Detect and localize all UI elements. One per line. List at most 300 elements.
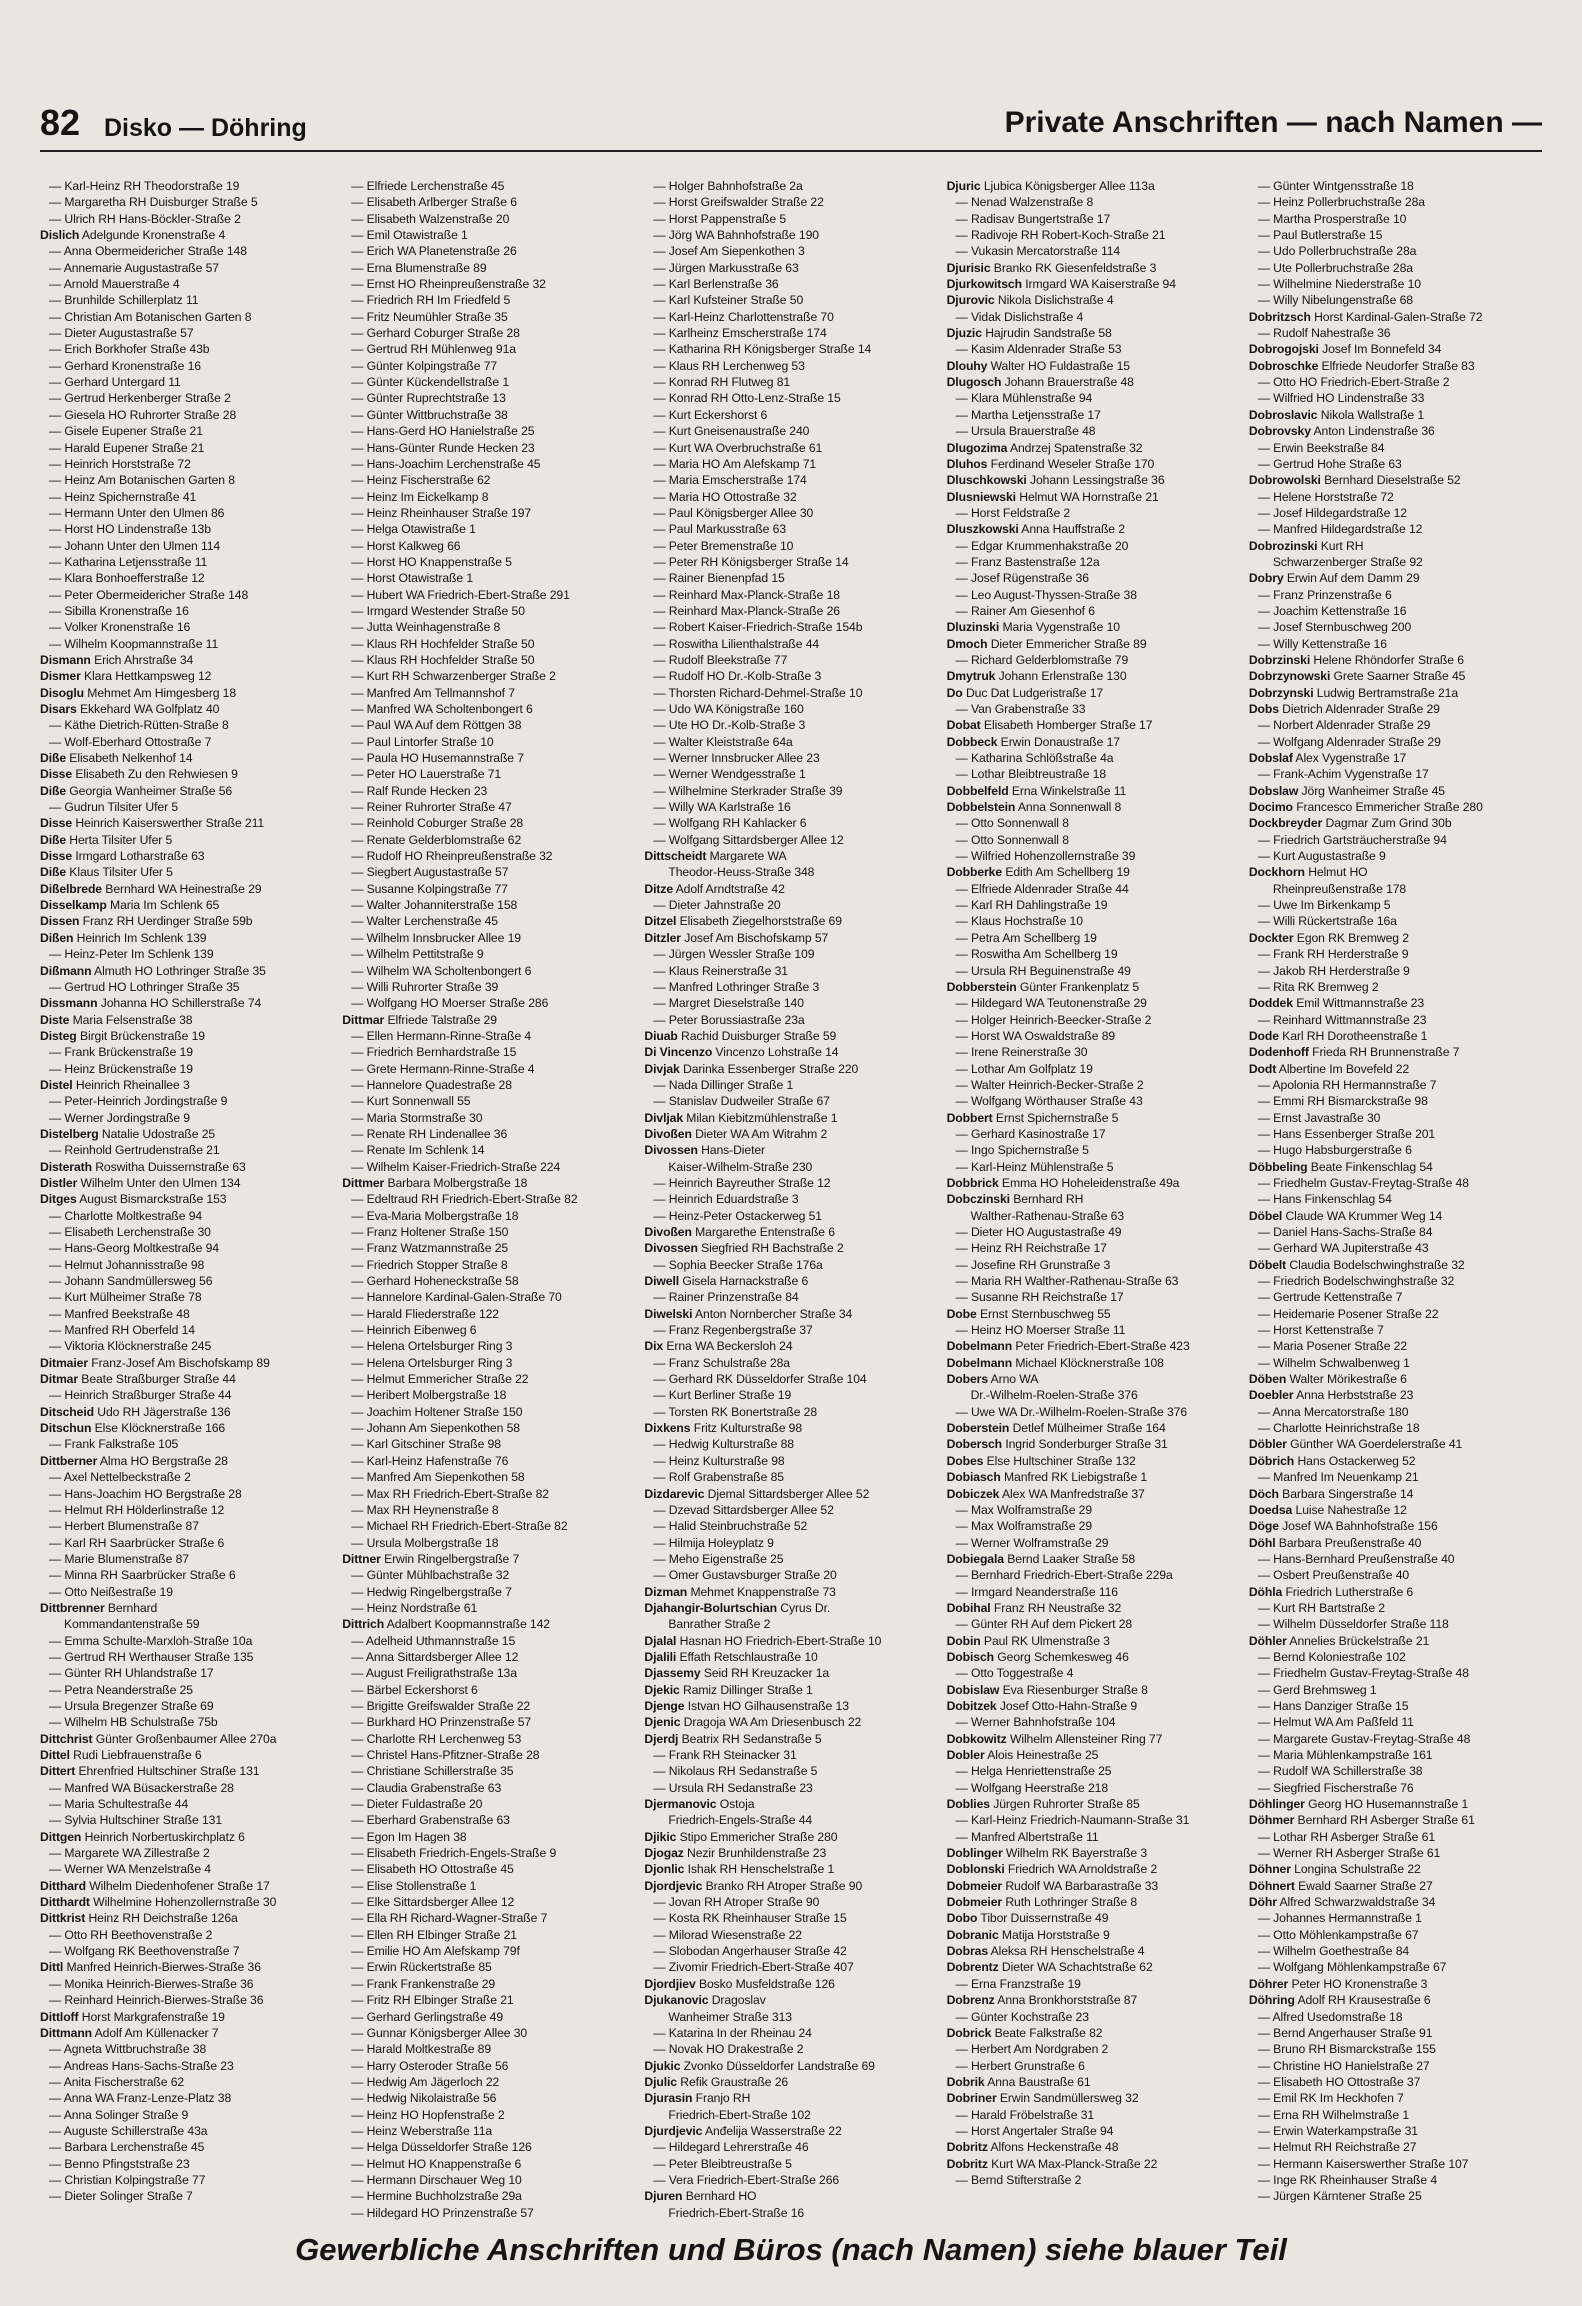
directory-entry: — Christian Am Botanischen Garten 8 <box>49 309 252 324</box>
directory-entry: — Radisav Bungertstraße 17 <box>955 211 1111 226</box>
directory-entry: — Karl Gitschiner Straße 98 <box>351 1437 501 1452</box>
directory-entry: Ditzel Elisabeth Ziegelhorststraße 69 <box>644 914 842 929</box>
directory-entry: — Klaus Reinerstraße 31 <box>653 963 788 978</box>
directory-entry: — Hedwig Am Jägerloch 22 <box>351 2074 500 2089</box>
directory-entry: — Anna WA Franz-Lenze-Platz 38 <box>49 2091 232 2106</box>
directory-entry: — Bärbel Eckershorst 6 <box>351 1682 478 1697</box>
directory-entry: Dluszkowski Anna Hauffstraße 2 <box>946 522 1125 537</box>
directory-entry: — Halid Steinbruchstraße 52 <box>653 1519 808 1534</box>
directory-entry: — Otto Toggestraße 4 <box>955 1666 1074 1681</box>
directory-entry: Dluschkowski Johann Lessingstraße 36 <box>946 473 1165 488</box>
directory-entry: — Josef Rügenstraße 36 <box>955 571 1089 586</box>
directory-entry: Banrather Straße 2 <box>668 1617 771 1632</box>
column-2 <box>342 178 638 2220</box>
directory-entry: Dißmann Almuth HO Lothringer Straße 35 <box>40 963 266 978</box>
directory-entry: Djurisic Branko RK Giesenfeldstraße 3 <box>946 260 1157 275</box>
directory-entry: — Gerhard Hoheneckstraße 58 <box>351 1274 519 1289</box>
directory-entry: — Dieter Solinger Straße 7 <box>49 2189 193 2204</box>
directory-entry: — Charlotte Heinrichstraße 18 <box>1257 1421 1420 1436</box>
column-1 <box>40 178 336 2208</box>
directory-entry: — Herbert Am Nordgraben 2 <box>955 2042 1109 2057</box>
directory-entry: — Hildegard Lehrerstraße 46 <box>653 2140 809 2155</box>
directory-entry: Ditthardt Wilhelmine Hohenzollernstraße 30 <box>40 1895 277 1910</box>
directory-entry: Divoßen Dieter WA Am Witrahm 2 <box>644 1126 828 1141</box>
directory-entry: Dobmeier Rudolf WA Barbarastraße 33 <box>946 1878 1159 1893</box>
directory-entry: — Klaus Hochstraße 10 <box>955 914 1083 929</box>
directory-entry: — Hermann Kaiserswerther Straße 107 <box>1257 2156 1469 2171</box>
directory-entry: Dobranic Matija Horststraße 9 <box>946 1927 1110 1942</box>
directory-entry: Dobiczek Alex WA Manfredstraße 37 <box>946 1486 1145 1501</box>
directory-entry: — Wilhelm HB Schulstraße 75b <box>49 1715 218 1730</box>
directory-entry: — Minna RH Saarbrücker Straße 6 <box>49 1568 236 1583</box>
directory-entry: Doedsa Luise Nahestraße 12 <box>1248 1502 1407 1517</box>
directory-entry: — Dzevad Sittardsberger Allee 52 <box>653 1502 834 1517</box>
directory-entry: — Rainer Bienenpfad 15 <box>653 571 785 586</box>
directory-entry: — Rudolf HO Rheinpreußenstraße 32 <box>351 849 553 864</box>
directory-entry: Djikic Stipo Emmericher Straße 280 <box>644 1829 838 1844</box>
directory-entry: — Maria Mühlenkampstraße 161 <box>1257 1748 1433 1762</box>
directory-entry: — Charlotte Moltkestraße 94 <box>49 1208 203 1223</box>
directory-entry: — Christine HO Hanielstraße 27 <box>1257 2058 1430 2073</box>
directory-entry: Dobberstein Günter Frankenplatz 5 <box>946 979 1140 994</box>
directory-entry: Dobler Alois Heinestraße 25 <box>946 1748 1099 1762</box>
directory-entry: — Heinrich Eibenweg 6 <box>351 1323 477 1338</box>
directory-entry: — Martha Letjensstraße 17 <box>955 407 1101 422</box>
directory-entry: Djenic Dragoja WA Am Driesenbusch 22 <box>644 1715 862 1730</box>
directory-entry: — Erna Blumenstraße 89 <box>351 260 487 275</box>
directory-entry: — Wilhelm Koopmannstraße 11 <box>49 636 219 651</box>
directory-entry: — Wilhelm Kaiser-Friedrich-Straße 224 <box>351 1159 561 1174</box>
directory-entry: Dittrich Adalbert Koopmannstraße 142 <box>342 1617 550 1632</box>
directory-entry: — Hannelore Kardinal-Galen-Straße 70 <box>351 1290 562 1305</box>
directory-entry: Dittert Ehrenfried Hultschiner Straße 131 <box>40 1764 260 1779</box>
directory-entry: Dobisch Georg Schemkesweg 46 <box>946 1649 1129 1664</box>
directory-entry: — Heinz Im Eickelkamp 8 <box>351 489 489 504</box>
directory-entry: — Apolonia RH Hermannstraße 7 <box>1257 1077 1437 1092</box>
directory-entry: Dittscheidt Margarete WA <box>644 849 787 864</box>
directory-entry: Disse Heinrich Kaiserswerther Straße 211 <box>40 816 265 831</box>
directory-entry: Kommandantenstraße 59 <box>64 1617 200 1632</box>
directory-entry: Döbbeling Beate Finkenschlag 54 <box>1248 1159 1433 1174</box>
directory-entry: — Wolfgang Aldenrader Straße 29 <box>1257 734 1441 749</box>
directory-entry: — Hans-Günter Runde Hecken 23 <box>351 440 535 455</box>
directory-entry: — Kurt Berliner Straße 19 <box>653 1388 792 1403</box>
directory-entry: Disselkamp Maria Im Schlenk 65 <box>40 898 220 913</box>
directory-entry: Dobslaf Alex Vygenstraße 17 <box>1248 751 1407 766</box>
directory-entry: — Walter Kleiststraße 64a <box>653 734 793 749</box>
directory-entry: — Otto Sonnenwall 8 <box>955 816 1069 831</box>
directory-entry: — Max Wolframstraße 29 <box>955 1502 1093 1517</box>
directory-entry: — Horst WA Oswaldstraße 89 <box>955 1028 1116 1043</box>
directory-entry: — Heinz Spichernstraße 41 <box>49 489 197 504</box>
directory-entry: — Wolfgang Möhlenkampstraße 67 <box>1257 1960 1447 1975</box>
directory-entry: — Maria Posener Straße 22 <box>1257 1339 1408 1354</box>
directory-entry: — Maria HO Am Alefskamp 71 <box>653 456 817 471</box>
directory-entry: Docimo Francesco Emmericher Straße 280 <box>1248 800 1483 815</box>
directory-entry: Djassemy Seid RH Kreuzacker 1a <box>644 1666 830 1681</box>
directory-entry: — Anna Solinger Straße 9 <box>49 2107 189 2122</box>
directory-entry: — Auguste Schillerstraße 43a <box>49 2123 208 2138</box>
directory-entry: — Gerhard WA Jupiterstraße 43 <box>1257 1241 1429 1256</box>
directory-entry: — Hans-Georg Moltkestraße 94 <box>49 1241 219 1256</box>
directory-entry: — Heinz-Peter Ostackerweg 51 <box>653 1208 822 1223</box>
directory-entry: — Ute Pollerbruchstraße 28a <box>1257 260 1413 275</box>
directory-entry: — Helga Otawistraße 1 <box>351 522 476 537</box>
directory-entry: Ditmaier Franz-Josef Am Bischofskamp 89 <box>40 1355 270 1370</box>
directory-entry: — Udo Pollerbruchstraße 28a <box>1257 244 1417 259</box>
directory-entry: Dobrentz Dieter WA Schachtstraße 62 <box>946 1960 1153 1975</box>
directory-entry: — Van Grabenstraße 33 <box>955 702 1086 716</box>
directory-entry: Dobin Paul RK Ulmenstraße 3 <box>946 1633 1110 1648</box>
directory-entry: — Adelheid Uthmannstraße 15 <box>351 1633 516 1648</box>
directory-entry: Divjak Darinka Essenberger Straße 220 <box>644 1061 859 1076</box>
directory-entry: — Peter Bleibtreustraße 5 <box>653 2156 792 2171</box>
directory-entry: — Helga Düsseldorfer Straße 126 <box>351 2140 532 2155</box>
directory-entry: — Maria Emscherstraße 174 <box>653 473 807 488</box>
directory-entry: — Harry Osteroder Straße 56 <box>351 2058 509 2073</box>
page-header <box>40 100 1542 152</box>
directory-entry: — Frank-Achim Vygenstraße 17 <box>1257 767 1429 782</box>
directory-entry: Dixkens Fritz Kulturstraße 98 <box>644 1421 803 1436</box>
directory-entry: — Manfred RH Oberfeld 14 <box>49 1323 195 1338</box>
directory-entry: — Jürgen Wessler Straße 109 <box>653 947 815 962</box>
directory-entry: — Hans Essenberger Straße 201 <box>1257 1126 1436 1141</box>
directory-entry: — Siegfried Fischerstraße 76 <box>1257 1780 1414 1795</box>
directory-entry: — Osbert Preußenstraße 40 <box>1257 1568 1410 1583</box>
directory-entry: — Maria Stormstraße 30 <box>351 1110 483 1125</box>
directory-entry: — Werner WA Menzelstraße 4 <box>49 1862 211 1877</box>
directory-entry: Döbel Claude WA Krummer Weg 14 <box>1248 1208 1443 1223</box>
directory-entry: — Manfred Am Tellmannshof 7 <box>351 685 515 700</box>
directory-entry: Dittbrenner Bernhard <box>40 1600 158 1615</box>
directory-entry: — Slobodan Angerhauser Straße 42 <box>653 1944 847 1959</box>
directory-entry: Dittmar Elfriede Talstraße 29 <box>342 1012 497 1027</box>
directory-entry: — Katarina In der Rheinau 24 <box>653 2025 812 2040</box>
directory-entry: Döbrich Hans Ostackerweg 52 <box>1248 1453 1416 1468</box>
directory-entry: Divoßen Margarethe Entenstraße 6 <box>644 1225 835 1239</box>
directory-entry: Rheinpreußenstraße 178 <box>1272 881 1407 896</box>
directory-entry: — Bruno RH Bismarckstraße 155 <box>1257 2042 1436 2057</box>
directory-entry: Dobroschke Elfriede Neudorfer Straße 83 <box>1248 358 1475 373</box>
directory-entry: Dittberner Alma HO Bergstraße 28 <box>40 1453 228 1468</box>
column-4 <box>947 178 1243 2208</box>
directory-entry: — Axel Nettelbeckstraße 2 <box>49 1470 191 1485</box>
directory-entry: — Kurt Sonnenwall 55 <box>351 1094 471 1109</box>
directory-entry: — Helmut Emmericher Straße 22 <box>351 1372 529 1387</box>
directory-entry: — Vidak Dislichstraße 4 <box>955 309 1084 324</box>
directory-entry: — Daniel Hans-Sachs-Straße 84 <box>1257 1225 1433 1239</box>
directory-entry: Dobbelstein Anna Sonnenwall 8 <box>946 800 1122 815</box>
directory-entry: Dittmer Barbara Molbergstraße 18 <box>342 1175 528 1190</box>
directory-entry: Döhlinger Georg HO Husemannstraße 1 <box>1248 1797 1469 1812</box>
directory-entry: Dobroslavic Nikola Wallstraße 1 <box>1248 407 1425 422</box>
directory-entry: Ditmar Beate Straßburger Straße 44 <box>40 1372 236 1387</box>
directory-entry: — Gertrud RH Werthauser Straße 135 <box>49 1649 254 1664</box>
directory-entry: — Lothar Am Golfplatz 19 <box>955 1061 1093 1076</box>
directory-entry: — Elisabeth HO Ottostraße 37 <box>1257 2074 1421 2089</box>
directory-entry: — Anna Mercatorstraße 180 <box>1257 1404 1409 1419</box>
directory-entry: Döhrer Peter HO Kronenstraße 3 <box>1248 1976 1428 1991</box>
directory-entry: — Johann Sandmüllersweg 56 <box>49 1274 213 1289</box>
directory-entry: — Brunhilde Schillerplatz 11 <box>49 293 199 308</box>
directory-entry: — Vukasin Mercatorstraße 114 <box>955 244 1121 259</box>
directory-entry: — Peter HO Lauerstraße 71 <box>351 767 502 782</box>
directory-entry: — Karl-Heinz RH Theodorstraße 19 <box>49 179 240 193</box>
directory-entry: — Jutta Weinhagenstraße 8 <box>351 620 501 635</box>
directory-entry: — Käthe Dietrich-Rütten-Straße 8 <box>49 718 229 733</box>
directory-entry: Disse Irmgard Lotharstraße 63 <box>40 849 205 864</box>
directory-entry: — Wolfgang HO Moerser Straße 286 <box>351 996 549 1011</box>
directory-entry: — Rudolf WA Schillerstraße 38 <box>1257 1764 1423 1779</box>
directory-entry: — Ernst HO Rheinpreußenstraße 32 <box>351 277 546 292</box>
directory-entry: Dobrogojski Josef Im Bonnefeld 34 <box>1248 342 1442 357</box>
directory-entry: — Frank Brückenstraße 19 <box>49 1045 193 1060</box>
directory-entry: — Emma Schulte-Marxloh-Straße 10a <box>49 1633 253 1648</box>
directory-entry: Diße Georgia Wanheimer Straße 56 <box>40 783 233 798</box>
directory-entry: — Hans-Joachim Lerchenstraße 45 <box>351 456 541 471</box>
directory-entry: — Elisabeth Arlberger Straße 6 <box>351 195 517 210</box>
directory-entry: — Margaretha RH Duisburger Straße 5 <box>49 195 258 210</box>
directory-entry: Dobmeier Ruth Lothringer Straße 8 <box>946 1895 1138 1910</box>
directory-entry: — Konrad RH Flutweg 81 <box>653 375 791 390</box>
directory-entry: — Reinhold Coburger Straße 28 <box>351 816 524 831</box>
directory-entry: Dizdarevic Djemal Sittardsberger Allee 52 <box>644 1486 870 1501</box>
directory-entry: — Wilhelm Schwalbenweg 1 <box>1257 1355 1410 1370</box>
directory-entry: Djukic Zvonko Düsseldorfer Landstraße 69 <box>644 2058 875 2073</box>
directory-entry: Theodor-Heuss-Straße 348 <box>668 865 815 880</box>
directory-entry: — Peter Obermeidericher Straße 148 <box>49 587 249 602</box>
directory-entry: — Torsten RK Bonertstraße 28 <box>653 1404 818 1419</box>
directory-entry: Diße Herta Tilsiter Ufer 5 <box>40 832 173 847</box>
directory-entry: — Rainer Prinzenstraße 84 <box>653 1290 799 1305</box>
directory-entry: — Stanislav Dudweiler Straße 67 <box>653 1094 830 1109</box>
directory-entry: Diste Maria Felsenstraße 38 <box>40 1012 193 1027</box>
directory-entry: — Friedrich RH Im Friedfeld 5 <box>351 293 511 308</box>
directory-entry: — Werner Wolframstraße 29 <box>955 1535 1109 1550</box>
directory-entry: Dobbeck Erwin Donaustraße 17 <box>946 734 1120 749</box>
directory-entry: Döhl Barbara Preußenstraße 40 <box>1248 1535 1422 1550</box>
directory-entry: — Dieter Augustastraße 57 <box>49 326 194 341</box>
directory-entry: — Dieter Jahnstraße 20 <box>653 898 781 913</box>
directory-entry: — Heinrich Straßburger Straße 44 <box>49 1388 232 1403</box>
directory-entry: — Helmut RH Hölderlinstraße 12 <box>49 1502 225 1517</box>
directory-entry: — Uwe WA Dr.-Wilhelm-Roelen-Straße 376 <box>955 1404 1188 1419</box>
directory-entry: — Hildegard HO Prinzenstraße 57 <box>351 2205 534 2220</box>
directory-entry: — Omer Gustavsburger Straße 20 <box>653 1568 837 1583</box>
directory-entry: Kaiser-Wilhelm-Straße 230 <box>668 1159 813 1174</box>
directory-entry: Dobberke Edith Am Schellberg 19 <box>946 865 1130 880</box>
directory-entry: Döhla Friedrich Lutherstraße 6 <box>1248 1584 1414 1599</box>
directory-entry: — Kurt WA Overbruchstraße 61 <box>653 440 823 455</box>
directory-entry: — Roswitha Lilienthalstraße 44 <box>653 636 820 651</box>
directory-entry: Döhring Adolf RH Krausestraße 6 <box>1248 1993 1431 2008</box>
directory-entry: — Wolf-Eberhard Ottostraße 7 <box>49 734 212 749</box>
directory-entry: Dobbrick Emma HO Hoheleidenstraße 49a <box>946 1175 1180 1190</box>
directory-entry: — Otto Sonnenwall 8 <box>955 832 1069 847</box>
directory-entry: Wanheimer Straße 313 <box>668 2009 792 2024</box>
directory-entry: — Rudolf Nahestraße 36 <box>1257 326 1391 341</box>
directory-entry: — Burkhard HO Prinzenstraße 57 <box>351 1715 532 1730</box>
directory-entry: — Heinz Fischerstraße 62 <box>351 473 491 488</box>
directory-entry: — Horst Greifswalder Straße 22 <box>653 195 824 210</box>
directory-entry: — Helene Horststraße 72 <box>1257 489 1394 504</box>
directory-entry: Djurasin Franjo RH <box>644 2091 751 2106</box>
directory-entry: Dobiasch Manfred RK Liebigstraße 1 <box>946 1470 1148 1485</box>
name-range-title: Disko — Döhring <box>104 114 307 142</box>
directory-entry: — Otto RH Beethovenstraße 2 <box>49 1927 213 1942</box>
directory-entry: — Heinz Kulturstraße 98 <box>653 1453 785 1468</box>
directory-entry: — Emilie HO Am Alefskamp 79f <box>351 1944 520 1959</box>
directory-entry: — Anita Fischerstraße 62 <box>49 2074 185 2089</box>
directory-entry: Dismann Erich Ahrstraße 34 <box>40 652 194 667</box>
directory-entry: — Sophia Beecker Straße 176a <box>653 1257 823 1272</box>
directory-entry: — Elisabeth Walzenstraße 20 <box>351 211 510 226</box>
directory-entry: Diuab Rachid Duisburger Straße 59 <box>644 1028 837 1043</box>
directory-entry: — Lothar Bleibtreustraße 18 <box>955 767 1107 782</box>
directory-entry: — Heinz-Peter Im Schlenk 139 <box>49 947 214 962</box>
directory-entry: — Hermine Buchholzstraße 29a <box>351 2189 522 2204</box>
directory-entry: Divljak Milan Kiebitzmühlenstraße 1 <box>644 1110 838 1125</box>
directory-entry: — Thorsten Richard-Dehmel-Straße 10 <box>653 685 863 700</box>
directory-entry: — Werner RH Asberger Straße 61 <box>1257 1846 1441 1861</box>
directory-entry: — Willy WA Karlstraße 16 <box>653 800 791 815</box>
directory-entry: — Heinz RH Reichstraße 17 <box>955 1241 1107 1256</box>
directory-entry: Divossen Hans-Dieter <box>644 1143 766 1158</box>
directory-entry: — Horst Kalkweg 66 <box>351 538 461 553</box>
directory-entry: — Wilhelm Düsseldorfer Straße 118 <box>1257 1617 1449 1632</box>
directory-entry: Djuric Ljubica Königsberger Allee 113a <box>946 179 1155 193</box>
directory-entry: — Friedrich Bodelschwinghstraße 32 <box>1257 1274 1455 1289</box>
directory-entry: — Kurt Augustastraße 9 <box>1257 849 1386 864</box>
directory-entry: — Petra Neanderstraße 25 <box>49 1682 193 1697</box>
directory-entry: — Gerhard RK Düsseldorfer Straße 104 <box>653 1372 867 1387</box>
directory-entry: — Ursula RH Sedanstraße 23 <box>653 1780 813 1795</box>
directory-entry: — Herbert Blumenstraße 87 <box>49 1519 199 1534</box>
directory-entry: — Ursula RH Beguinenstraße 49 <box>955 963 1131 978</box>
directory-entry: — Gertrud RH Mühlenweg 91a <box>351 342 516 357</box>
directory-entry: Dittel Rudi Liebfrauenstraße 6 <box>40 1748 202 1762</box>
directory-entry: — Gudrun Tilsiter Ufer 5 <box>49 800 178 815</box>
directory-entry: — Hans-Bernhard Preußenstraße 40 <box>1257 1551 1455 1566</box>
directory-entry: — Ralf Runde Hecken 23 <box>351 783 488 798</box>
directory-entry: — Ute HO Dr.-Kolb-Straße 3 <box>653 718 806 733</box>
directory-entry: — Hubert WA Friedrich-Ebert-Straße 291 <box>351 587 570 602</box>
directory-entry: — Horst Feldstraße 2 <box>955 505 1071 520</box>
directory-entry: — Peter Bremenstraße 10 <box>653 538 794 553</box>
directory-entry: — Franz Watzmannstraße 25 <box>351 1241 509 1256</box>
directory-entry: — Siegbert Augustastraße 57 <box>351 865 509 880</box>
directory-entry: — Christel Hans-Pfitzner-Straße 28 <box>351 1748 540 1762</box>
directory-entry: — Johann Am Siepenkothen 58 <box>351 1421 520 1436</box>
directory-entry: Dlugosch Johann Brauerstraße 48 <box>946 375 1134 390</box>
directory-entry: — Manfred WA Scholtenbongert 6 <box>351 702 533 716</box>
directory-entry: — Marie Blumenstraße 87 <box>49 1551 189 1566</box>
directory-entry: Diße Elisabeth Nelkenhof 14 <box>40 751 193 766</box>
directory-entry: — Margarete Gustav-Freytag-Straße 48 <box>1257 1731 1471 1746</box>
directory-entry: — Hilmija Holeyplatz 9 <box>653 1535 774 1550</box>
directory-entry: Dittgen Heinrich Norbertuskirchplatz 6 <box>40 1829 245 1844</box>
directory-entry: — Wilhelmine Niederstraße 10 <box>1257 277 1421 292</box>
directory-entry: — Karl-Heinz Friedrich-Naumann-Straße 31 <box>955 1813 1190 1828</box>
directory-entry: — Viktoria Klöcknerstraße 245 <box>49 1339 212 1354</box>
directory-entry: — Klara Bonhoefferstraße 12 <box>49 571 205 586</box>
directory-entry: — Horst Kettenstraße 7 <box>1257 1323 1384 1338</box>
directory-entry: — Emmi RH Bismarckstraße 98 <box>1257 1094 1428 1109</box>
directory-entry: — Paula HO Husemannstraße 7 <box>351 751 524 766</box>
directory-entry: — Renate Im Schlenk 14 <box>351 1143 485 1158</box>
directory-entry: — Bernd Koloniestraße 102 <box>1257 1649 1406 1664</box>
directory-entry: Djalal Hasnan HO Friedrich-Ebert-Straße 10 <box>644 1633 882 1648</box>
directory-entry: — Horst Otawistraße 1 <box>351 571 474 586</box>
directory-entry: Diwell Gisela Harnackstraße 6 <box>644 1274 809 1289</box>
directory-entry: — Reiner Ruhrorter Straße 47 <box>351 800 512 815</box>
directory-entry: — Harald Moltkestraße 89 <box>351 2042 492 2057</box>
directory-entry: — Annemarie Augustastraße 57 <box>49 260 219 275</box>
directory-entry: — Claudia Grabenstraße 63 <box>351 1780 502 1795</box>
directory-entry: — Erwin Waterkampstraße 31 <box>1257 2123 1418 2138</box>
directory-entry: Dobritz Kurt WA Max-Planck-Straße 22 <box>946 2156 1158 2171</box>
directory-entry: Disoglu Mehmet Am Himgesberg 18 <box>40 685 237 700</box>
directory-entry: — Wilfried Hohenzollernstraße 39 <box>955 849 1136 864</box>
directory-entry: Dodenhoff Frieda RH Brunnenstraße 7 <box>1248 1045 1460 1060</box>
directory-entry: — Johann Unter den Ulmen 114 <box>49 538 221 553</box>
directory-entry: — Gerd Brehmsweg 1 <box>1257 1682 1377 1697</box>
directory-entry: — Karl-Heinz Hafenstraße 76 <box>351 1453 509 1468</box>
directory-entry: Dobrzinski Helene Rhöndorfer Straße 6 <box>1248 652 1464 667</box>
directory-entry: Dobrowolski Bernhard Dieselstraße 52 <box>1248 473 1461 488</box>
directory-entry: Dobczinski Bernhard RH <box>946 1192 1084 1207</box>
directory-entry: Djulic Refik Graustraße 26 <box>644 2074 789 2089</box>
directory-entry: — Franz Holtener Straße 150 <box>351 1225 509 1239</box>
directory-entry: — Maria Schultestraße 44 <box>49 1797 189 1812</box>
directory-entry: — Dieter HO Augustastraße 49 <box>955 1225 1122 1239</box>
directory-entry: — Udo WA Königstraße 160 <box>653 702 804 716</box>
directory-entry: — Günter Wittbruchstraße 38 <box>351 407 508 422</box>
directory-entry: — Klara Mühlenstraße 94 <box>955 391 1093 406</box>
directory-entry: Friedrich-Ebert-Straße 16 <box>668 2205 805 2220</box>
directory-entry: — Peter-Heinrich Jordingstraße 9 <box>49 1094 228 1109</box>
directory-entry: Dittner Erwin Ringelbergstraße 7 <box>342 1551 520 1566</box>
directory-entry: Dobiegala Bernd Laaker Straße 58 <box>946 1551 1136 1566</box>
directory-entry: — Konrad RH Otto-Lenz-Straße 15 <box>653 391 841 406</box>
directory-entry: — Wolfgang Wörthauser Straße 43 <box>955 1094 1143 1109</box>
directory-entry: Dobe Ernst Sternbuschweg 55 <box>946 1306 1111 1321</box>
directory-entry: — Harald Eupener Straße 21 <box>49 440 205 455</box>
directory-entry: — Hedwig Nikolaistraße 56 <box>351 2091 497 2106</box>
directory-entry: Dockhorn Helmut HO <box>1248 865 1368 880</box>
directory-entry: — Susanne RH Reichstraße 17 <box>955 1290 1124 1305</box>
directory-entry: Döhner Longina Schulstraße 22 <box>1248 1862 1421 1877</box>
directory-entry: — Günter RH Uhlandstraße 17 <box>49 1666 214 1681</box>
directory-entry: Djuren Bernhard HO <box>644 2189 757 2204</box>
directory-entry: Djordjevic Branko RH Atroper Straße 90 <box>644 1878 863 1893</box>
directory-entry: — Wilfried HO Lindenstraße 33 <box>1257 391 1425 406</box>
directory-entry: — Willy Kettenstraße 16 <box>1257 636 1387 651</box>
directory-entry: — Egon Im Hagen 38 <box>351 1829 467 1844</box>
directory-entry: — Friedrich Stopper Straße 8 <box>351 1257 508 1272</box>
directory-entry: — Michael RH Friedrich-Ebert-Straße 82 <box>351 1519 568 1534</box>
directory-entry: Djonlic Ishak RH Henschelstraße 1 <box>644 1862 835 1877</box>
directory-entry: Djurovic Nikola Dislichstraße 4 <box>946 293 1114 308</box>
directory-entry: — Günter Kückendellstraße 1 <box>351 375 510 390</box>
directory-entry: — Ursula Molbergstraße 18 <box>351 1535 499 1550</box>
directory-entry: — Manfred Am Siepenkothen 58 <box>351 1470 525 1485</box>
directory-entry: Dobry Erwin Auf dem Damm 29 <box>1248 571 1420 586</box>
directory-entry: Dobrick Beate Falkstraße 82 <box>946 2025 1103 2040</box>
directory-entry: — Susanne Kolpingstraße 77 <box>351 881 508 896</box>
directory-entry: — Max Wolframstraße 29 <box>955 1519 1093 1534</box>
directory-entry: — Gerhard Kronenstraße 16 <box>49 358 201 373</box>
